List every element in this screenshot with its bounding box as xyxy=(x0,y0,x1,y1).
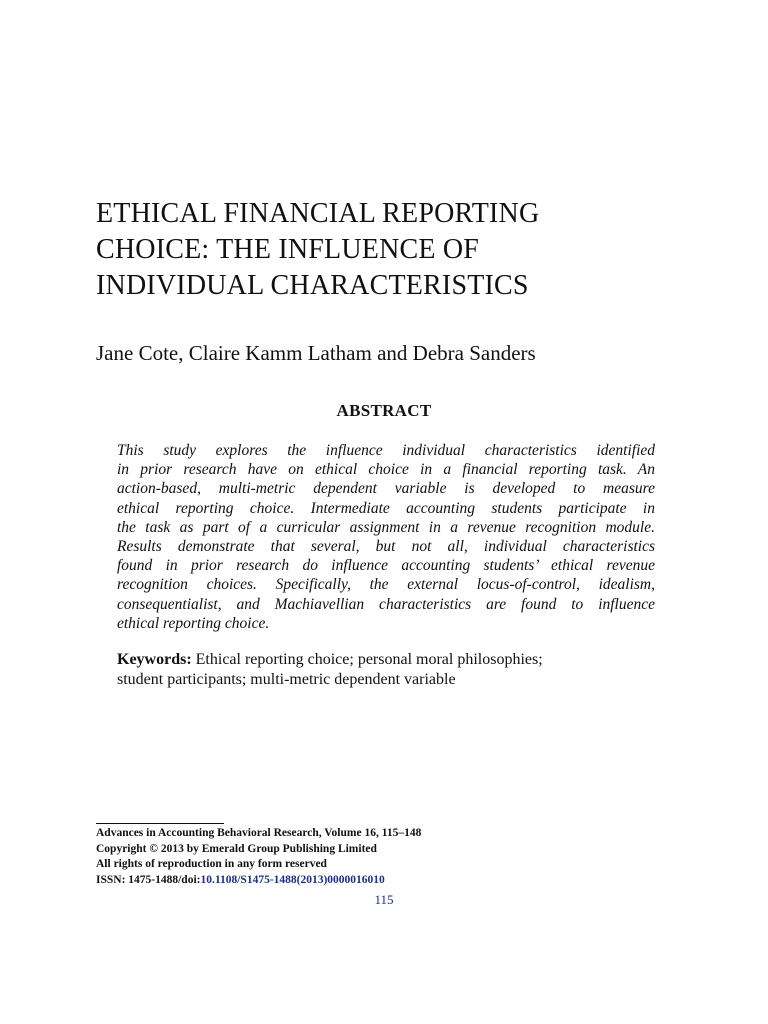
page-number: 115 xyxy=(374,892,394,907)
rights-notice: All rights of reproduction in any form reserved xyxy=(96,858,327,871)
issn-doi-line xyxy=(96,873,656,889)
keywords-line-2: student participants; multi-metric dependent variable xyxy=(117,671,456,688)
abstract-line: action-based, multi-metric dependent variable is developed to measure xyxy=(117,480,655,498)
keywords-label: Keywords: xyxy=(117,651,192,668)
publication-footer xyxy=(96,826,656,888)
title-line-2: CHOICE: THE INFLUENCE OF xyxy=(96,234,480,265)
abstract-line: the task as part of a curricular assignment in a revenue recognition module. xyxy=(117,518,655,536)
abstract-line: ethical reporting choice. Intermediate accounting students participate in xyxy=(117,499,655,517)
abstract-heading: ABSTRACT xyxy=(336,401,432,420)
abstract-line: Results demonstrate that several, but not all, individual characteristics xyxy=(117,538,655,556)
copyright-notice: Copyright © 2013 by Emerald Group Publishing Limited xyxy=(96,842,377,855)
title-line-3: INDIVIDUAL CHARACTERISTICS xyxy=(96,270,529,301)
abstract-body xyxy=(117,441,655,633)
abstract-line: consequentialist, and Machiavellian characteristics are found to influence xyxy=(117,595,655,613)
footnote-divider xyxy=(96,823,224,824)
keywords-line-1 xyxy=(117,650,677,670)
doi-link[interactable]: 10.1108/S1475-1488(2013)0000016010 xyxy=(200,873,385,886)
abstract-line: found in prior research do influence accounting students’ ethical revenue xyxy=(117,557,655,575)
keywords-text-1: Ethical reporting choice; personal moral philosophies; xyxy=(191,651,543,668)
author-list: Jane Cote, Claire Kamm Latham and Debra Sanders xyxy=(96,341,536,365)
abstract-line: in prior research have on ethical choice in a financial reporting task. An xyxy=(117,461,655,479)
title-line-1: ETHICAL FINANCIAL REPORTING xyxy=(96,198,540,229)
journal-citation: Advances in Accounting Behavioral Research, Volume 16, 115–148 xyxy=(96,827,422,839)
issn-prefix: ISSN: 1475-1488/doi: xyxy=(96,873,201,886)
abstract-line: ethical reporting choice. xyxy=(117,614,270,632)
paper-title xyxy=(96,196,716,304)
abstract-line: recognition choices. Specifically, the external locus-of-control, idealism, xyxy=(117,576,655,594)
abstract-line: This study explores the influence individual characteristics identified xyxy=(117,442,655,459)
keywords xyxy=(117,650,677,690)
